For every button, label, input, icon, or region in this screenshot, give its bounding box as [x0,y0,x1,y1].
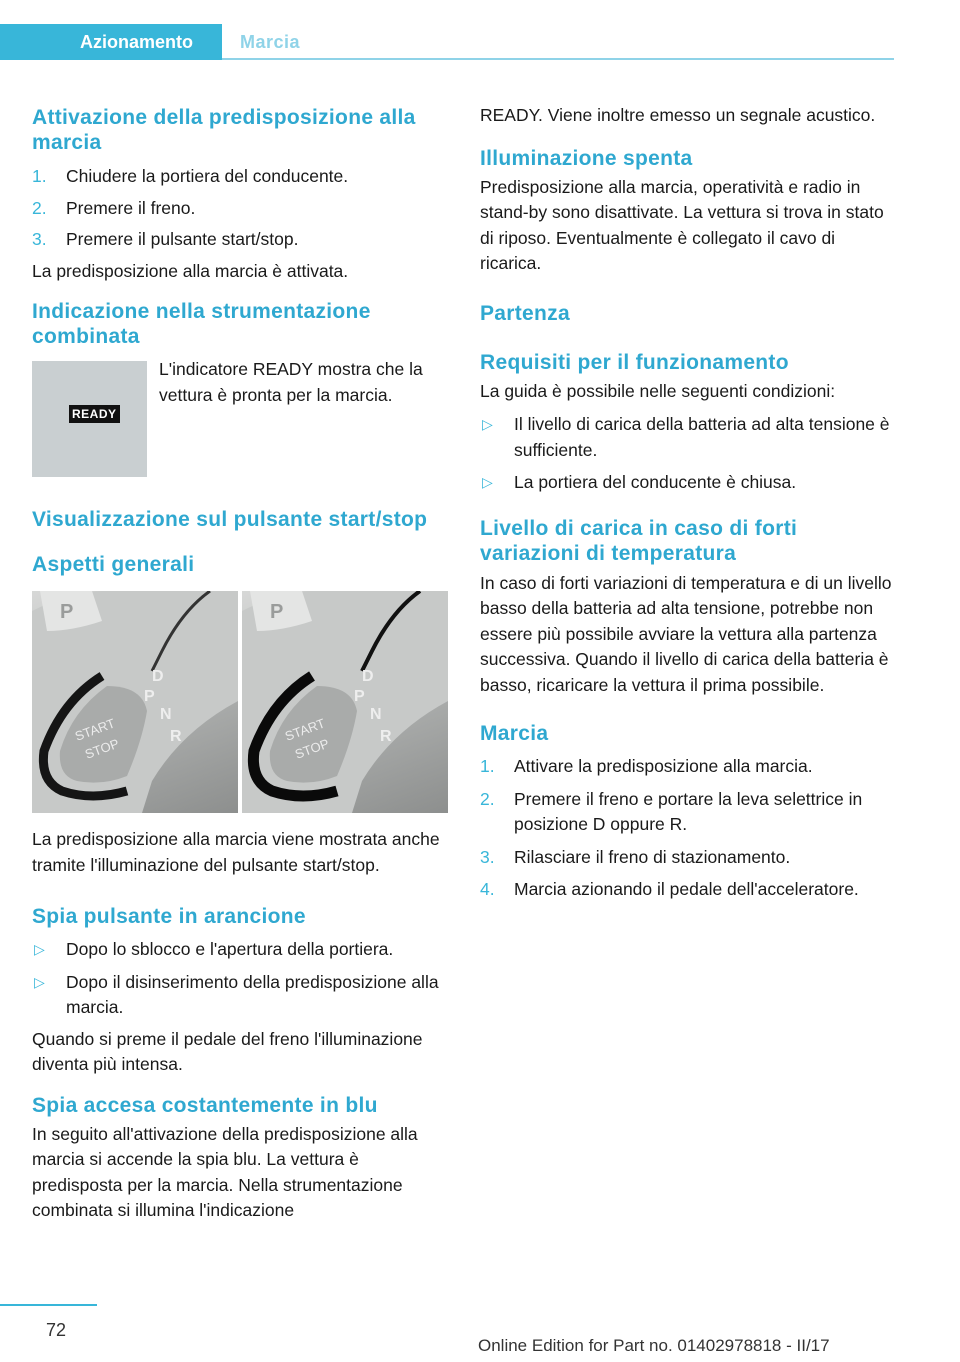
requirements-list [480,412,900,496]
ready-image [32,361,147,477]
step-text: Rilasciare il freno di stazionamento. [514,846,791,867]
ready-description: L'indicatore READY mostra che la vettura è pronta per la marcia. [159,359,423,405]
list-item [480,754,900,780]
step-text: Chiudere la portiera del conducente. [66,166,349,186]
blue-text: In seguito all'attivazione della predisposizione alla marcia si accende la spia blu. La vettura è predisposta per la marcia. Nella strumentazione combinata si illumina l'indicazione [32,1123,418,1220]
left-column [32,100,452,1224]
photo-button-off [32,591,238,813]
tab-azionamento[interactable]: Azionamento [0,24,222,60]
heading-activation: Attivazione della predisposizione alla marcia [32,106,416,154]
list-item [480,877,900,903]
list-item [32,164,452,190]
step-number: 2. [480,788,495,809]
drive-steps [480,754,900,903]
d-label: D [152,668,164,685]
list-item [480,845,900,871]
step-text: Premere il freno e portare la leva selettrice in posizione D oppure R. [514,788,863,834]
off-text: Predisposizione alla marcia, operatività e radio in stand-by sono disattivate. La vettura si trova in stato di riposo. Eventualmente è collegato il cavo di ricarica. [480,176,884,273]
d-label: D [362,668,374,685]
heading-off: Illuminazione spenta [480,146,693,170]
list-item: ▷ Il livello di carica della batteria ad alta tensione è sufficiente. [482,414,890,460]
r-label: R [170,728,182,745]
step-number: 3. [480,846,495,867]
photo-button-lit [242,591,448,813]
p-label: P [354,688,365,705]
activation-steps [32,164,452,253]
start-stop-photos [32,591,452,813]
start-stop-illustration [242,591,448,813]
list-item [32,227,452,253]
button-description: La predisposizione alla marcia viene mostrata anche tramite l'illuminazione del pulsante start/stop. [32,829,440,875]
step-text: Premere il pulsante start/stop. [66,229,299,249]
list-item: ▷ La portiera del conducente è chiusa. [480,470,900,496]
requirements-text: La guida è possibile nelle seguenti condizioni: [480,380,836,401]
list-item [32,196,452,222]
ready-indicator: READY [69,405,120,423]
n-label: N [160,706,172,723]
p-key-label: P [270,601,284,623]
heading-start: Partenza [480,301,570,325]
heading-general: Aspetti generali [32,553,195,576]
step-number: 1. [480,756,495,776]
step-text: Marcia azionando il pedale dell'acceleratore. [514,879,859,899]
stop-text: STOP [292,735,332,762]
r-label: R [380,728,392,745]
heading-drive: Marcia [480,722,549,745]
list-item: ▷ Dopo lo sblocco e l'apertura della portiera. [32,937,452,963]
start-text: START [282,715,327,744]
ready-figure [32,361,452,477]
edition-note: Online Edition for Part no. 01402978818 - II/17 [478,1336,830,1355]
stop-text: STOP [82,735,122,762]
brake-text: Quando si preme il pedale del freno l'illuminazione diventa più intensa. [32,1028,423,1074]
p-key-label: P [60,601,74,623]
heading-display: Indicazione nella strumentazione combinata [32,300,371,348]
p-label: P [144,688,155,705]
heading-requirements: Requisiti per il funzionamento [480,350,789,374]
start-text: START [72,715,117,744]
footer-rule [0,1304,97,1306]
heading-button: Visualizzazione sul pulsante start/stop [32,508,428,531]
header-rule [222,58,894,60]
heading-orange: Spia pulsante in arancione [32,905,306,928]
activated-text: La predisposizione alla marcia è attivata. [32,260,349,281]
bullet-icon: ▷ [34,973,45,990]
right-column [480,100,900,903]
orange-list [32,937,452,1021]
header-tabs [0,24,894,62]
step-number: 2. [32,197,47,218]
start-stop-illustration [32,591,238,813]
heading-blue: Spia accesa costantemente in blu [32,1093,378,1117]
bullet-icon: ▷ [34,941,45,957]
step-number: 1. [32,166,47,186]
list-item [480,787,900,838]
step-number: 4. [480,879,495,899]
step-text: Attivare la predisposizione alla marcia. [514,756,813,776]
tab-marcia[interactable]: Marcia [240,32,301,52]
list-item: ▷ Dopo il disinserimento della predisposizione alla marcia. [34,971,439,1017]
step-number: 3. [32,229,47,249]
bullet-icon: ▷ [482,416,493,432]
heading-temperature: Livello di carica in caso di forti variazioni di temperatura [480,516,798,565]
step-text: Premere il freno. [66,197,196,218]
n-label: N [370,706,382,723]
page-number: 72 [46,1320,67,1340]
continued-text: READY. Viene inoltre emesso un segnale acustico. [480,105,876,125]
temperature-text: In caso di forti variazioni di temperatura e di un livello basso della batteria ad alta tensione, potrebbe non essere più possibile avviare la vettura alla partenza successiva. Quando il livello di carica della batteria è basso, ricaricare la vettura il prima possibile. [480,572,892,695]
bullet-icon: ▷ [482,474,493,490]
